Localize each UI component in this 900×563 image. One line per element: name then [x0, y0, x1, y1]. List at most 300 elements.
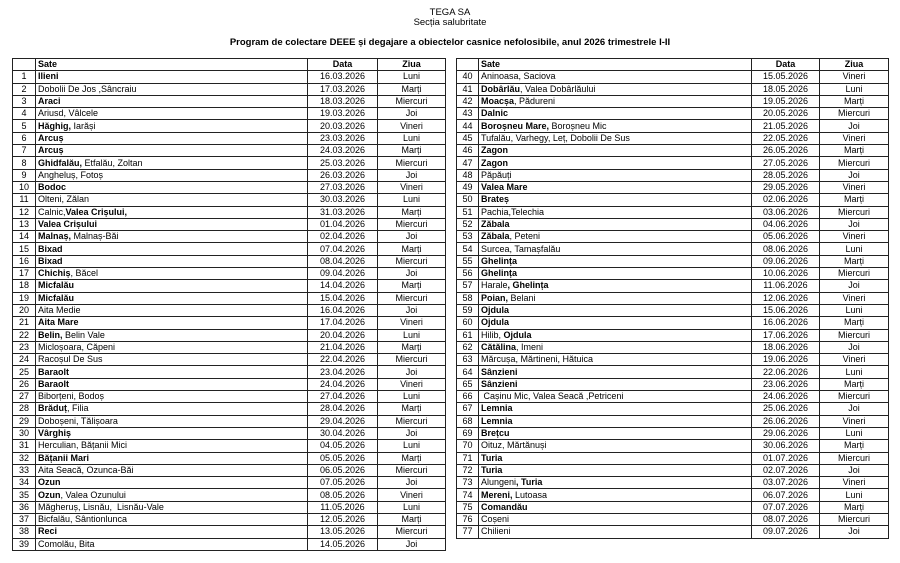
row-index: 40 — [457, 71, 479, 83]
row-date: 20.04.2026 — [308, 329, 378, 341]
row-day: Vineri — [820, 132, 889, 144]
village-name-bold: Arcuș — [38, 145, 64, 156]
table-row — [13, 169, 446, 181]
village-name: Tufalău, Varhegy, Leț, Dobolii De Sus — [481, 132, 630, 143]
row-sate — [36, 427, 308, 439]
row-sate — [36, 280, 308, 292]
village-name: Belani — [508, 292, 536, 303]
row-date: 03.06.2026 — [752, 206, 820, 218]
row-date: 01.07.2026 — [752, 452, 820, 464]
row-index: 35 — [13, 489, 36, 501]
table-row — [457, 218, 889, 230]
row-day: Miercuri — [820, 391, 889, 403]
row-sate — [36, 513, 308, 525]
row-day: Marți — [378, 83, 446, 95]
village-name: Dobolii De Jos ,Sâncraiu — [38, 83, 137, 94]
village-name-bold: Mereni, — [481, 489, 513, 500]
row-index: 29 — [13, 415, 36, 427]
row-date: 08.07.2026 — [752, 513, 820, 525]
village-name-bold: Ozun — [38, 489, 61, 500]
village-name-bold: Sânzieni — [481, 366, 518, 377]
row-day: Marți — [378, 341, 446, 353]
table-row — [13, 243, 446, 255]
village-name-bold: Chichiș — [38, 268, 71, 279]
village-name: Oituz, Mărtănuși — [481, 440, 547, 451]
row-date: 04.05.2026 — [308, 440, 378, 452]
village-name: Pachia,Telechia — [481, 206, 545, 217]
row-index: 4 — [13, 108, 36, 120]
row-date: 09.06.2026 — [752, 255, 820, 267]
row-index: 55 — [457, 255, 479, 267]
village-name: Angheluș, Fotoș — [38, 169, 104, 180]
row-date: 12.05.2026 — [308, 513, 378, 525]
village-name-bold: Vârghiș — [38, 428, 72, 439]
row-sate — [36, 206, 308, 218]
village-name: Bicfalău, Sântionlunca — [38, 514, 128, 525]
row-index: 42 — [457, 95, 479, 107]
row-day: Miercuri — [378, 464, 446, 476]
row-sate — [479, 255, 752, 267]
row-day: Miercuri — [820, 268, 889, 280]
table-row — [457, 440, 889, 452]
row-date: 05.06.2026 — [752, 231, 820, 243]
row-day: Miercuri — [378, 354, 446, 366]
row-day: Marți — [820, 194, 889, 206]
village-name: Herculian, Bățanii Mici — [38, 440, 128, 451]
row-day: Vineri — [820, 292, 889, 304]
row-date: 22.05.2026 — [752, 132, 820, 144]
row-sate — [479, 477, 752, 489]
row-index: 56 — [457, 268, 479, 280]
row-date: 02.06.2026 — [752, 194, 820, 206]
table-row — [13, 366, 446, 378]
table-row — [13, 304, 446, 316]
row-day: Marți — [820, 378, 889, 390]
row-sate — [36, 145, 308, 157]
village-name-bold: Baraolt — [38, 378, 70, 389]
header-ziua: Ziua — [378, 59, 446, 71]
row-sate — [479, 218, 752, 230]
row-index: 71 — [457, 452, 479, 464]
table-row — [457, 366, 889, 378]
row-sate — [479, 501, 752, 513]
village-name: Aita Medie — [38, 305, 81, 316]
table-row — [457, 391, 889, 403]
row-day: Vineri — [820, 415, 889, 427]
table-row — [457, 304, 889, 316]
row-sate — [36, 83, 308, 95]
village-name: Belin Vale — [62, 329, 105, 340]
row-day: Miercuri — [820, 108, 889, 120]
village-name-bold: Zagon — [481, 157, 508, 168]
table-row — [457, 452, 889, 464]
table-row — [457, 464, 889, 476]
row-sate — [479, 403, 752, 415]
row-index: 31 — [13, 440, 36, 452]
row-sate — [479, 280, 752, 292]
village-name: Păpăuți — [481, 169, 512, 180]
village-name: Ariusd, Vâlcele — [38, 108, 99, 119]
row-index: 33 — [13, 464, 36, 476]
table-row — [13, 83, 446, 95]
table-header-row — [13, 59, 446, 71]
row-date: 19.03.2026 — [308, 108, 378, 120]
village-name-bold: Arcuș — [38, 132, 64, 143]
row-index: 45 — [457, 132, 479, 144]
row-date: 27.04.2026 — [308, 391, 378, 403]
row-index: 52 — [457, 218, 479, 230]
row-date: 16.03.2026 — [308, 71, 378, 83]
village-name-bold: Belin, — [38, 329, 63, 340]
row-index: 60 — [457, 317, 479, 329]
row-index: 30 — [13, 427, 36, 439]
village-name-bold: Cătălina — [481, 341, 517, 352]
row-day: Joi — [820, 280, 889, 292]
row-date: 23.04.2026 — [308, 366, 378, 378]
row-date: 14.04.2026 — [308, 280, 378, 292]
row-date: 18.06.2026 — [752, 341, 820, 353]
row-date: 11.05.2026 — [308, 501, 378, 513]
row-date: 08.06.2026 — [752, 243, 820, 255]
row-day: Vineri — [820, 231, 889, 243]
row-day: Miercuri — [378, 415, 446, 427]
row-day: Miercuri — [378, 526, 446, 538]
row-sate — [36, 218, 308, 230]
row-day: Joi — [378, 169, 446, 181]
row-date: 17.06.2026 — [752, 329, 820, 341]
row-sate — [36, 132, 308, 144]
row-date: 11.06.2026 — [752, 280, 820, 292]
row-sate — [479, 71, 752, 83]
table-row — [457, 206, 889, 218]
table-row — [13, 231, 446, 243]
village-name-bold: Aita Mare — [38, 317, 79, 328]
row-day: Vineri — [378, 378, 446, 390]
row-sate — [36, 501, 308, 513]
row-day: Miercuri — [820, 206, 889, 218]
row-day: Joi — [820, 403, 889, 415]
header-index — [457, 59, 479, 71]
row-date: 30.04.2026 — [308, 427, 378, 439]
row-day: Miercuri — [820, 452, 889, 464]
table-row — [457, 341, 889, 353]
row-index: 69 — [457, 427, 479, 439]
table-row — [13, 255, 446, 267]
row-date: 21.05.2026 — [752, 120, 820, 132]
row-day: Joi — [820, 120, 889, 132]
row-sate — [479, 452, 752, 464]
row-sate — [36, 71, 308, 83]
row-index: 77 — [457, 526, 479, 538]
row-index: 74 — [457, 489, 479, 501]
row-day: Marți — [820, 145, 889, 157]
row-date: 30.06.2026 — [752, 440, 820, 452]
row-day: Joi — [378, 108, 446, 120]
row-day: Miercuri — [820, 157, 889, 169]
row-day: Luni — [378, 132, 446, 144]
village-name-bold: Baraolt — [38, 366, 70, 377]
village-name-bold: Bățanii Mari — [38, 452, 90, 463]
row-day: Marți — [820, 95, 889, 107]
row-date: 06.05.2026 — [308, 464, 378, 476]
village-name-bold: Moacșa — [481, 96, 515, 107]
header-data: Data — [308, 59, 378, 71]
row-index: 70 — [457, 440, 479, 452]
row-sate — [479, 83, 752, 95]
table-row — [457, 378, 889, 390]
row-sate — [36, 526, 308, 538]
village-name: Aita Seacă, Ozunca-Băi — [38, 464, 134, 475]
row-date: 08.05.2026 — [308, 489, 378, 501]
row-sate — [36, 391, 308, 403]
village-name-bold: Valea Crișului, — [65, 206, 128, 217]
village-name-bold: Micfalău — [38, 292, 75, 303]
row-index: 63 — [457, 354, 479, 366]
table-row — [457, 95, 889, 107]
table-row — [457, 194, 889, 206]
row-day: Miercuri — [378, 157, 446, 169]
row-date: 29.06.2026 — [752, 427, 820, 439]
row-day: Luni — [378, 194, 446, 206]
row-day: Joi — [378, 427, 446, 439]
table-row — [13, 415, 446, 427]
row-day: Vineri — [820, 477, 889, 489]
village-name-bold: Turia — [481, 464, 503, 475]
row-date: 06.07.2026 — [752, 489, 820, 501]
table-row — [13, 329, 446, 341]
table-row — [13, 181, 446, 193]
row-index: 5 — [13, 120, 36, 132]
row-date: 31.03.2026 — [308, 206, 378, 218]
row-index: 2 — [13, 83, 36, 95]
village-name-bold: Micfalău — [38, 280, 75, 291]
village-name: Alungeni — [481, 477, 517, 488]
row-date: 07.07.2026 — [752, 501, 820, 513]
row-index: 20 — [13, 304, 36, 316]
row-date: 23.03.2026 — [308, 132, 378, 144]
row-sate — [36, 317, 308, 329]
row-date: 25.03.2026 — [308, 157, 378, 169]
table-row — [457, 169, 889, 181]
village-name-bold: Valea Crișului — [38, 219, 98, 229]
row-day: Marți — [378, 243, 446, 255]
row-index: 53 — [457, 231, 479, 243]
row-sate — [479, 95, 752, 107]
row-day: Joi — [378, 231, 446, 243]
village-name-bold: Valea Mare — [481, 182, 528, 193]
row-date: 26.06.2026 — [752, 415, 820, 427]
row-index: 26 — [13, 378, 36, 390]
row-date: 23.06.2026 — [752, 378, 820, 390]
village-name: Doboșeni, Tălișoara — [38, 415, 118, 426]
row-sate — [479, 489, 752, 501]
table-row — [13, 538, 446, 550]
row-day: Joi — [378, 366, 446, 378]
row-index: 3 — [13, 95, 36, 107]
village-name-bold: Ghelința — [481, 268, 518, 279]
row-sate — [479, 132, 752, 144]
row-sate — [36, 366, 308, 378]
village-name-bold: Ghelința — [481, 255, 518, 266]
row-day: Marți — [378, 280, 446, 292]
row-date: 24.04.2026 — [308, 378, 378, 390]
row-day: Luni — [820, 83, 889, 95]
table-row — [457, 243, 889, 255]
row-index: 75 — [457, 501, 479, 513]
table-row — [13, 391, 446, 403]
row-sate — [479, 415, 752, 427]
row-day: Vineri — [378, 120, 446, 132]
row-day: Joi — [378, 304, 446, 316]
table-row — [13, 108, 446, 120]
village-name-bold: Araci — [38, 96, 61, 107]
row-sate — [479, 304, 752, 316]
table-row — [13, 403, 446, 415]
row-day: Luni — [820, 243, 889, 255]
table-row — [13, 440, 446, 452]
row-index: 19 — [13, 292, 36, 304]
row-day: Marți — [820, 317, 889, 329]
row-sate — [479, 341, 752, 353]
row-sate — [479, 427, 752, 439]
table-row — [13, 120, 446, 132]
row-day: Joi — [378, 477, 446, 489]
row-index: 64 — [457, 366, 479, 378]
row-date: 20.05.2026 — [752, 108, 820, 120]
row-date: 27.03.2026 — [308, 181, 378, 193]
row-sate — [36, 378, 308, 390]
village-name: Boroșneu Mic — [549, 120, 607, 131]
row-day: Luni — [378, 440, 446, 452]
document-title: Program de colectare DEEE și degajare a obiectelor casnice nefolosibile, anul 2026 trimestrele I-II — [229, 37, 671, 48]
table-row — [13, 378, 446, 390]
village-name: Aninoasa, Saciova — [481, 71, 556, 82]
row-index: 38 — [13, 526, 36, 538]
row-sate — [479, 231, 752, 243]
row-sate — [479, 366, 752, 378]
row-day: Miercuri — [820, 329, 889, 341]
table-row — [13, 341, 446, 353]
table-row — [13, 317, 446, 329]
table-row — [13, 194, 446, 206]
row-sate — [36, 341, 308, 353]
village-name: Surcea, Tamașfalău — [481, 243, 561, 254]
row-date: 15.06.2026 — [752, 304, 820, 316]
row-sate — [479, 464, 752, 476]
header-index — [13, 59, 36, 71]
row-day: Joi — [378, 268, 446, 280]
row-index: 49 — [457, 181, 479, 193]
table-header-row — [457, 59, 889, 71]
row-sate — [479, 145, 752, 157]
table-row — [13, 268, 446, 280]
table-row — [457, 181, 889, 193]
village-name-bold: Bixad — [38, 243, 63, 254]
village-name-bold: Ghidfalău, — [38, 157, 83, 168]
village-name-bold: Reci — [38, 526, 58, 537]
village-name-bold: Brateș — [481, 194, 510, 205]
row-index: 39 — [13, 538, 36, 550]
row-index: 27 — [13, 391, 36, 403]
row-index: 17 — [13, 268, 36, 280]
row-date: 28.05.2026 — [752, 169, 820, 181]
village-name-bold: Ojdula — [481, 317, 510, 328]
row-sate — [36, 181, 308, 193]
village-name: Harale — [481, 280, 508, 291]
row-sate — [36, 329, 308, 341]
row-date: 19.06.2026 — [752, 354, 820, 366]
table-row — [13, 464, 446, 476]
village-name-bold: Lemnia — [481, 403, 513, 414]
table-row — [13, 71, 446, 83]
village-name-bold: , Turia — [516, 477, 543, 488]
row-index: 23 — [13, 341, 36, 353]
row-index: 25 — [13, 366, 36, 378]
village-name-bold: Bixad — [38, 255, 63, 266]
village-name-bold: , Ghelința — [507, 280, 549, 291]
row-index: 73 — [457, 477, 479, 489]
village-name-bold: Hăghig, — [38, 120, 71, 131]
row-date: 17.03.2026 — [308, 83, 378, 95]
row-date: 30.03.2026 — [308, 194, 378, 206]
village-name: Coșeni — [481, 514, 510, 525]
table-row — [457, 280, 889, 292]
row-index: 59 — [457, 304, 479, 316]
row-index: 54 — [457, 243, 479, 255]
row-day: Vineri — [378, 317, 446, 329]
row-date: 07.04.2026 — [308, 243, 378, 255]
row-index: 61 — [457, 329, 479, 341]
row-index: 51 — [457, 206, 479, 218]
table-row — [457, 489, 889, 501]
row-index: 68 — [457, 415, 479, 427]
row-index: 36 — [13, 501, 36, 513]
row-day: Joi — [820, 526, 889, 538]
row-sate — [479, 108, 752, 120]
row-date: 24.03.2026 — [308, 145, 378, 157]
row-sate — [36, 464, 308, 476]
village-name: , Valea Dobârlăului — [520, 83, 596, 94]
table-row — [13, 452, 446, 464]
row-sate — [36, 489, 308, 501]
village-name-bold: Ojdula — [481, 305, 510, 316]
row-date: 20.03.2026 — [308, 120, 378, 132]
row-sate — [479, 440, 752, 452]
row-index: 76 — [457, 513, 479, 525]
village-name: , Valea Ozunului — [60, 489, 126, 500]
row-sate — [479, 206, 752, 218]
row-date: 27.05.2026 — [752, 157, 820, 169]
village-name: Racoșul De Sus — [38, 354, 103, 365]
row-index: 12 — [13, 206, 36, 218]
village-name-bold: Dobârlău — [481, 83, 521, 94]
row-sate — [36, 292, 308, 304]
header-data: Data — [752, 59, 820, 71]
row-date: 12.06.2026 — [752, 292, 820, 304]
row-sate — [36, 538, 308, 550]
table-row — [457, 268, 889, 280]
table-row — [457, 83, 889, 95]
row-date: 09.07.2026 — [752, 526, 820, 538]
row-date: 17.04.2026 — [308, 317, 378, 329]
schedule-table-left — [12, 58, 446, 551]
village-name-bold: Ilieni — [38, 71, 59, 82]
village-name: Iarăși — [71, 120, 96, 131]
row-sate — [36, 255, 308, 267]
row-day: Marți — [820, 501, 889, 513]
village-name: Cașinu Mic, Valea Seacă ,Petriceni — [481, 391, 624, 402]
row-day: Marți — [378, 206, 446, 218]
